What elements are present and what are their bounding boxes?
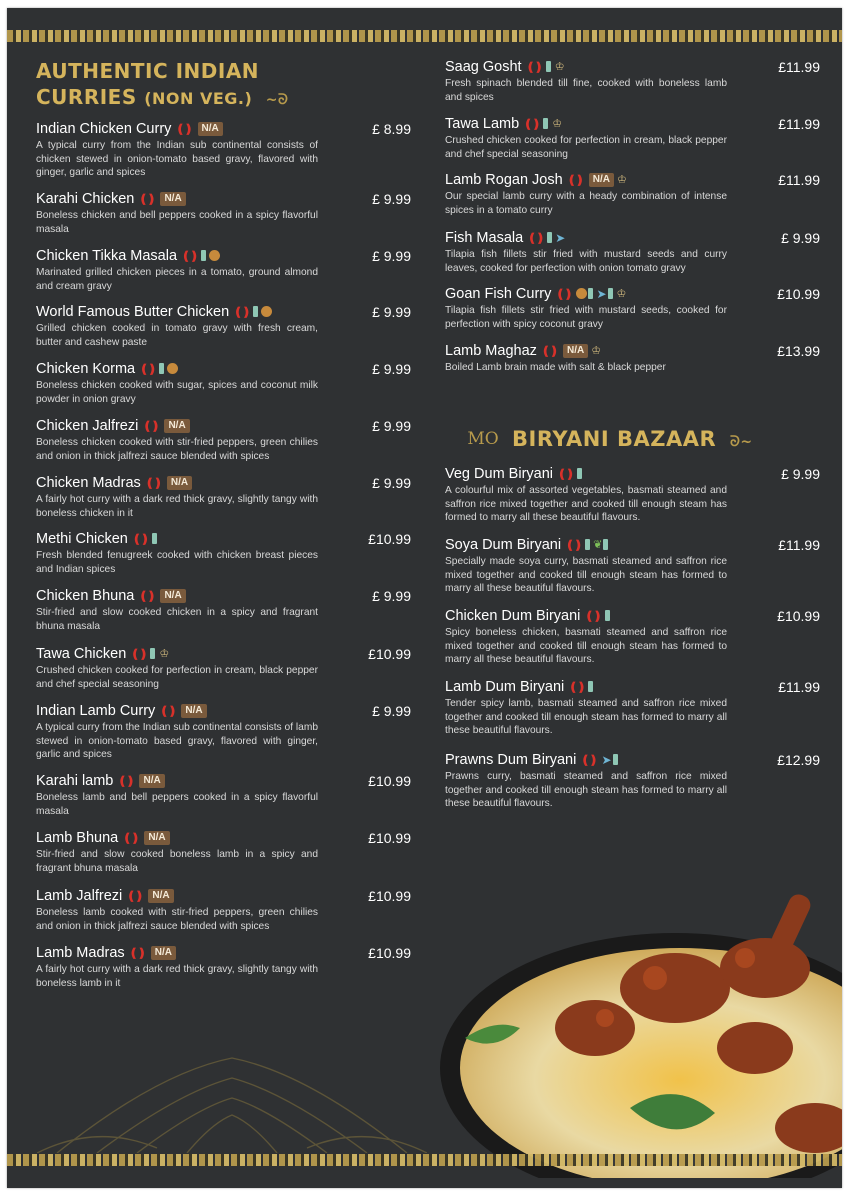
- dietary-icons: [541, 342, 601, 360]
- bottle-icon: [159, 363, 164, 374]
- menu-item: [36, 702, 411, 762]
- menu-item-name: Tawa Lamb: [445, 116, 520, 132]
- na-badge: N/A: [198, 122, 223, 136]
- dietary-icons: [523, 115, 562, 133]
- chili-icon: ❪❫: [580, 753, 597, 767]
- menu-item-price: £ 9.99: [372, 588, 411, 604]
- menu-item-name: Chicken Dum Biryani: [445, 608, 581, 624]
- menu-item-header: [36, 120, 411, 138]
- menu-item-name: Karahi Chicken: [36, 191, 135, 207]
- menu-item-price: £10.99: [368, 888, 411, 904]
- menu-item-name: Karahi lamb: [36, 773, 114, 789]
- menu-item-price: £10.99: [368, 773, 411, 789]
- chef-icon: ♔: [616, 287, 627, 301]
- bottle-icon: [577, 468, 582, 479]
- menu-item-description: Tilapia fish fillets stir fried with mustard seeds and curry leaves, cooked for perfection with onion tomato gravy: [445, 249, 727, 274]
- bottle-icon: [608, 288, 613, 299]
- menu-item: [36, 887, 411, 933]
- dietary-icons: [584, 607, 610, 625]
- dietary-icons: [130, 645, 169, 663]
- menu-item-price: £ 9.99: [372, 703, 411, 719]
- menu-item-header: [36, 417, 411, 435]
- menu-item-header: [36, 303, 411, 321]
- menu-item: [445, 342, 820, 375]
- menu-item-name: Prawns Dum Biryani: [445, 752, 577, 768]
- bottle-icon: [605, 610, 610, 621]
- dietary-icons: [126, 887, 173, 905]
- menu-item-description: Prawns curry, basmati steamed and saffron rice mixed together and cooked till enough steam has formed to marry all these beautiful flavours.: [445, 771, 727, 810]
- na-badge: N/A: [160, 589, 185, 603]
- menu-item-description: Tilapia fish fillets stir fried with mustard seeds, cooked for perfection with spicy coconut gravy: [445, 305, 727, 330]
- menu-item: [445, 465, 820, 525]
- menu-item-description: Stir-fried and slow cooked chicken in a spicy and fragrant bhuna masala: [36, 607, 318, 632]
- chili-icon: ❪❫: [142, 419, 159, 433]
- bottle-icon: [150, 648, 155, 659]
- menu-item-description: Stir-fried and slow cooked boneless lamb in a spicy and fragrant bhuna masala: [36, 849, 318, 874]
- menu-item: [36, 247, 411, 293]
- top-decorative-border: [7, 30, 842, 42]
- menu-item-header: [36, 829, 411, 847]
- menu-item-description: Crushed chicken cooked for perfection in cream, black pepper and chef special seasoning: [36, 665, 318, 690]
- na-badge: N/A: [144, 831, 169, 845]
- swirl-ornament-icon: ᘐ~: [729, 434, 753, 450]
- menu-item-header: [36, 944, 411, 962]
- menu-item: [445, 678, 820, 738]
- chili-icon: ❪❫: [525, 60, 542, 74]
- chili-icon: ❪❫: [523, 117, 540, 131]
- leaf-icon: ❦: [593, 539, 603, 552]
- biryani-title-text: BIRYANI BAZAAR: [512, 427, 717, 451]
- nut-icon: [167, 363, 178, 374]
- menu-item: [36, 474, 411, 520]
- menu-item-header: [445, 171, 820, 189]
- menu-item: [445, 229, 820, 275]
- bottle-icon: [588, 288, 593, 299]
- chili-icon: ❪❫: [126, 889, 143, 903]
- menu-item-price: £10.99: [368, 830, 411, 846]
- menu-item-header: [36, 360, 411, 378]
- na-badge: N/A: [151, 946, 176, 960]
- dietary-icons: [580, 751, 618, 769]
- menu-item: [36, 944, 411, 990]
- dietary-icons: [568, 678, 594, 696]
- curries-title-line1: AUTHENTIC INDIAN: [36, 59, 260, 83]
- menu-item: [36, 417, 411, 463]
- fish-icon: ➤: [596, 286, 607, 301]
- menu-page: [7, 8, 842, 1188]
- chef-icon: ♔: [552, 117, 563, 131]
- chili-icon: ❪❫: [130, 647, 147, 661]
- menu-item-header: [445, 678, 820, 696]
- bottom-decorative-border: [7, 1154, 842, 1166]
- menu-item-price: £10.99: [368, 531, 411, 547]
- menu-item-price: £10.99: [368, 945, 411, 961]
- menu-item-description: Boneless chicken cooked with stir-fried peppers, green chilies and onion in thick jalfrezi sauce blended with spices: [36, 437, 318, 462]
- menu-item-description: A typical curry from the Indian sub continental consists of chicken stewed in onion-tomato based gravy, flavored with ginger, garlic and spices: [36, 140, 318, 179]
- menu-item-description: Tender spicy lamb, basmati steamed and saffron rice mixed together and cooked till enough steam has formed to marry all these beautiful flavours.: [445, 698, 727, 737]
- menu-item-header: [445, 58, 820, 76]
- curries-subtitle: (NON VEG.): [144, 89, 253, 108]
- dietary-icons: [138, 587, 185, 605]
- menu-item-header: [445, 115, 820, 133]
- menu-item-description: Crushed chicken cooked for perfection in cream, black pepper and chef special seasoning: [445, 135, 727, 160]
- menu-item-price: £ 9.99: [372, 248, 411, 264]
- menu-item-header: [445, 465, 820, 483]
- menu-item-header: [36, 645, 411, 663]
- chef-icon: ♔: [554, 60, 565, 74]
- menu-item-description: Spicy boneless chicken, basmati steamed and saffron rice mixed together and cooked till enough steam has formed to marry all these beautiful flavours.: [445, 627, 727, 666]
- chili-icon: ❪❫: [175, 122, 192, 136]
- dietary-icons: [117, 772, 164, 790]
- menu-item-name: Lamb Maghaz: [445, 343, 537, 359]
- mandala-ornament-icon: [37, 1053, 427, 1153]
- dietary-icons: [567, 171, 627, 189]
- chili-icon: ❪❫: [181, 249, 198, 263]
- menu-item: [36, 587, 411, 633]
- menu-item-name: Indian Chicken Curry: [36, 121, 172, 137]
- menu-item-description: Boneless chicken cooked with sugar, spices and coconut milk powder in onion gravy: [36, 380, 318, 405]
- dietary-icons: [181, 247, 220, 265]
- menu-item-description: Grilled chicken cooked in tomato gravy with fresh cream, butter and cashew paste: [36, 323, 318, 348]
- curries-title-line2: [36, 84, 288, 113]
- menu-item-price: £ 9.99: [372, 475, 411, 491]
- bottle-icon: [546, 61, 551, 72]
- fish-icon: ➤: [555, 230, 566, 245]
- menu-item-header: [36, 887, 411, 905]
- curries-section-title: [36, 58, 288, 113]
- dietary-icons: [555, 285, 626, 303]
- menu-item-name: Soya Dum Biryani: [445, 537, 562, 553]
- menu-item-price: £13.99: [777, 343, 820, 359]
- menu-item-price: £ 9.99: [372, 361, 411, 377]
- menu-item: [445, 115, 820, 161]
- na-badge: N/A: [167, 476, 192, 490]
- curries-title-word: CURRIES: [36, 85, 137, 109]
- menu-item-price: £11.99: [778, 116, 820, 132]
- dietary-icons: [129, 944, 176, 962]
- chili-icon: ❪❫: [131, 532, 148, 546]
- menu-item-price: £11.99: [778, 537, 820, 553]
- menu-item: [36, 303, 411, 349]
- menu-item-description: A fairly hot curry with a dark red thick gravy, slightly tangy with boneless chicken in it: [36, 494, 318, 519]
- menu-item: [445, 536, 820, 596]
- chili-icon: ❪❫: [566, 173, 583, 187]
- menu-item-description: A typical curry from the Indian sub continental consists of lamb stewed in onion-tomato based gravy, flavored with ginger, garlic and spices: [36, 722, 318, 761]
- dietary-icons: [138, 190, 185, 208]
- na-badge: N/A: [181, 704, 206, 718]
- bottle-icon: [152, 533, 157, 544]
- nut-icon: [576, 288, 587, 299]
- chili-icon: ❪❫: [138, 192, 155, 206]
- menu-item-name: Methi Chicken: [36, 531, 128, 547]
- dietary-icons: [145, 474, 192, 492]
- menu-item-price: £ 9.99: [781, 466, 820, 482]
- menu-item-description: Fresh spinach blended till fine, cooked with boneless lamb and spices: [445, 78, 727, 103]
- nut-icon: [261, 306, 272, 317]
- na-badge: N/A: [139, 774, 164, 788]
- menu-item-description: Boiled Lamb brain made with salt & black pepper: [445, 362, 666, 374]
- na-badge: N/A: [148, 889, 173, 903]
- restaurant-logo-icon: [465, 421, 501, 457]
- menu-item-name: Goan Fish Curry: [445, 286, 552, 302]
- menu-item-price: £11.99: [778, 172, 820, 188]
- dietary-icons: [132, 530, 158, 548]
- menu-item: [445, 171, 820, 217]
- menu-item-price: £12.99: [777, 752, 820, 768]
- bottle-icon: [613, 754, 618, 765]
- menu-item-name: Lamb Rogan Josh: [445, 172, 563, 188]
- bottle-icon: [253, 306, 258, 317]
- menu-item-price: £11.99: [778, 679, 820, 695]
- menu-item: [36, 829, 411, 875]
- menu-item-description: Boneless lamb cooked with stir-fried peppers, green chilies and onion in thick jalfrezi sauce blended with spices: [36, 907, 318, 932]
- menu-item: [36, 360, 411, 406]
- menu-item-header: [36, 474, 411, 492]
- menu-item-name: Lamb Madras: [36, 945, 125, 961]
- menu-item: [36, 645, 411, 691]
- menu-item-name: Chicken Jalfrezi: [36, 418, 139, 434]
- chili-icon: ❪❫: [122, 831, 139, 845]
- menu-item-header: [445, 285, 820, 303]
- menu-item-price: £11.99: [778, 59, 820, 75]
- na-badge: N/A: [164, 419, 189, 433]
- na-badge: N/A: [563, 344, 588, 358]
- swirl-ornament-icon: ~ᘐ: [265, 92, 289, 108]
- menu-item-name: Lamb Dum Biryani: [445, 679, 565, 695]
- chili-icon: ❪❫: [527, 231, 544, 245]
- menu-item-name: Chicken Tikka Masala: [36, 248, 178, 264]
- na-badge: N/A: [589, 173, 614, 187]
- menu-item: [36, 120, 411, 180]
- chili-icon: ❪❫: [138, 589, 155, 603]
- biryani-section-title: [512, 427, 753, 451]
- menu-item-name: Indian Lamb Curry: [36, 703, 156, 719]
- menu-item-description: Specially made soya curry, basmati steamed and saffron rice mixed together and cooked till enough steam has formed to marry all these beautiful flavours.: [445, 556, 727, 595]
- menu-item-description: Boneless chicken and bell peppers cooked in a spicy flavorful masala: [36, 210, 318, 235]
- chili-icon: ❪❫: [139, 362, 156, 376]
- menu-item-header: [445, 229, 820, 247]
- menu-item-price: £ 9.99: [372, 191, 411, 207]
- menu-item-price: £10.99: [368, 646, 411, 662]
- menu-item-price: £ 8.99: [372, 121, 411, 137]
- chili-icon: ❪❫: [117, 774, 134, 788]
- dietary-icons: [526, 58, 565, 76]
- menu-item: [445, 607, 820, 667]
- menu-item-name: Chicken Korma: [36, 361, 136, 377]
- menu-item-header: [445, 607, 820, 625]
- dietary-icons: [233, 303, 272, 321]
- fish-icon: ➤: [601, 752, 612, 767]
- chili-icon: ❪❫: [159, 704, 176, 718]
- chili-icon: ❪❫: [557, 467, 574, 481]
- chef-icon: ♔: [591, 344, 602, 358]
- menu-item-name: Lamb Jalfrezi: [36, 888, 123, 904]
- chef-icon: ♔: [159, 647, 170, 661]
- chili-icon: ❪❫: [555, 287, 572, 301]
- dietary-icons: [527, 229, 565, 247]
- menu-item: [36, 772, 411, 818]
- dietary-icons: [565, 536, 609, 554]
- dietary-icons: [139, 360, 178, 378]
- bottle-icon: [201, 250, 206, 261]
- dietary-icons: [122, 829, 169, 847]
- menu-item: [445, 285, 820, 331]
- menu-item-header: [445, 342, 820, 360]
- menu-item-price: £ 9.99: [781, 230, 820, 246]
- menu-item-description: Our special lamb curry with a heady combination of intense spices in a tomato curry: [445, 191, 727, 216]
- menu-item: [36, 190, 411, 236]
- menu-item-description: Boneless lamb and bell peppers cooked in a spicy flavorful masala: [36, 792, 318, 817]
- menu-item-header: [445, 751, 820, 769]
- menu-item: [36, 530, 411, 576]
- chili-icon: ❪❫: [128, 946, 145, 960]
- chili-icon: ❪❫: [584, 609, 601, 623]
- bottle-icon: [543, 118, 548, 129]
- chili-icon: ❪❫: [565, 538, 582, 552]
- menu-item-price: £10.99: [777, 286, 820, 302]
- na-badge: N/A: [160, 192, 185, 206]
- chili-icon: ❪❫: [233, 305, 250, 319]
- menu-item-price: £ 9.99: [372, 304, 411, 320]
- menu-item-name: Tawa Chicken: [36, 646, 127, 662]
- bottle-icon: [603, 539, 608, 550]
- menu-item-price: £ 9.99: [372, 418, 411, 434]
- menu-item-header: [36, 702, 411, 720]
- menu-item-description: Marinated grilled chicken pieces in a tomato, ground almond and cream gravy: [36, 267, 318, 292]
- menu-item-name: Fish Masala: [445, 230, 524, 246]
- chili-icon: ❪❫: [144, 476, 161, 490]
- menu-item-description: Fresh blended fenugreek cooked with chicken breast pieces and Indian spices: [36, 550, 318, 575]
- menu-item-header: [36, 587, 411, 605]
- menu-item-name: Lamb Bhuna: [36, 830, 119, 846]
- chili-icon: ❪❫: [540, 344, 557, 358]
- menu-item: [445, 58, 820, 104]
- bottle-icon: [585, 539, 590, 550]
- bottle-icon: [588, 681, 593, 692]
- biryani-dish-image: [425, 878, 842, 1178]
- menu-item-header: [36, 772, 411, 790]
- menu-item-description: A colourful mix of assorted vegetables, basmati steamed and saffron rice mixed together and cooked till enough steam has formed to marry all these beautiful flavours.: [445, 485, 727, 524]
- dietary-icons: [159, 702, 206, 720]
- dietary-icons: [175, 120, 222, 138]
- menu-item-header: [36, 530, 411, 548]
- restaurant-logo-text: MO: [467, 429, 499, 449]
- menu-item-name: Chicken Madras: [36, 475, 141, 491]
- menu-item-price: £10.99: [777, 608, 820, 624]
- chef-icon: ♔: [617, 173, 627, 187]
- menu-item-name: Veg Dum Biryani: [445, 466, 553, 482]
- menu-item-name: Chicken Bhuna: [36, 588, 135, 604]
- menu-item: [445, 751, 820, 811]
- menu-item-name: Saag Gosht: [445, 59, 522, 75]
- menu-item-header: [445, 536, 820, 554]
- menu-item-header: [36, 190, 411, 208]
- menu-item-description: A fairly hot curry with a dark red thick gravy, slightly tangy with boneless lamb in it: [36, 964, 318, 989]
- dietary-icons: [557, 465, 583, 483]
- chili-icon: ❪❫: [568, 680, 585, 694]
- menu-item-name: World Famous Butter Chicken: [36, 304, 230, 320]
- dietary-icons: [142, 417, 189, 435]
- nut-icon: [209, 250, 220, 261]
- bottle-icon: [547, 232, 552, 243]
- menu-item-header: [36, 247, 411, 265]
